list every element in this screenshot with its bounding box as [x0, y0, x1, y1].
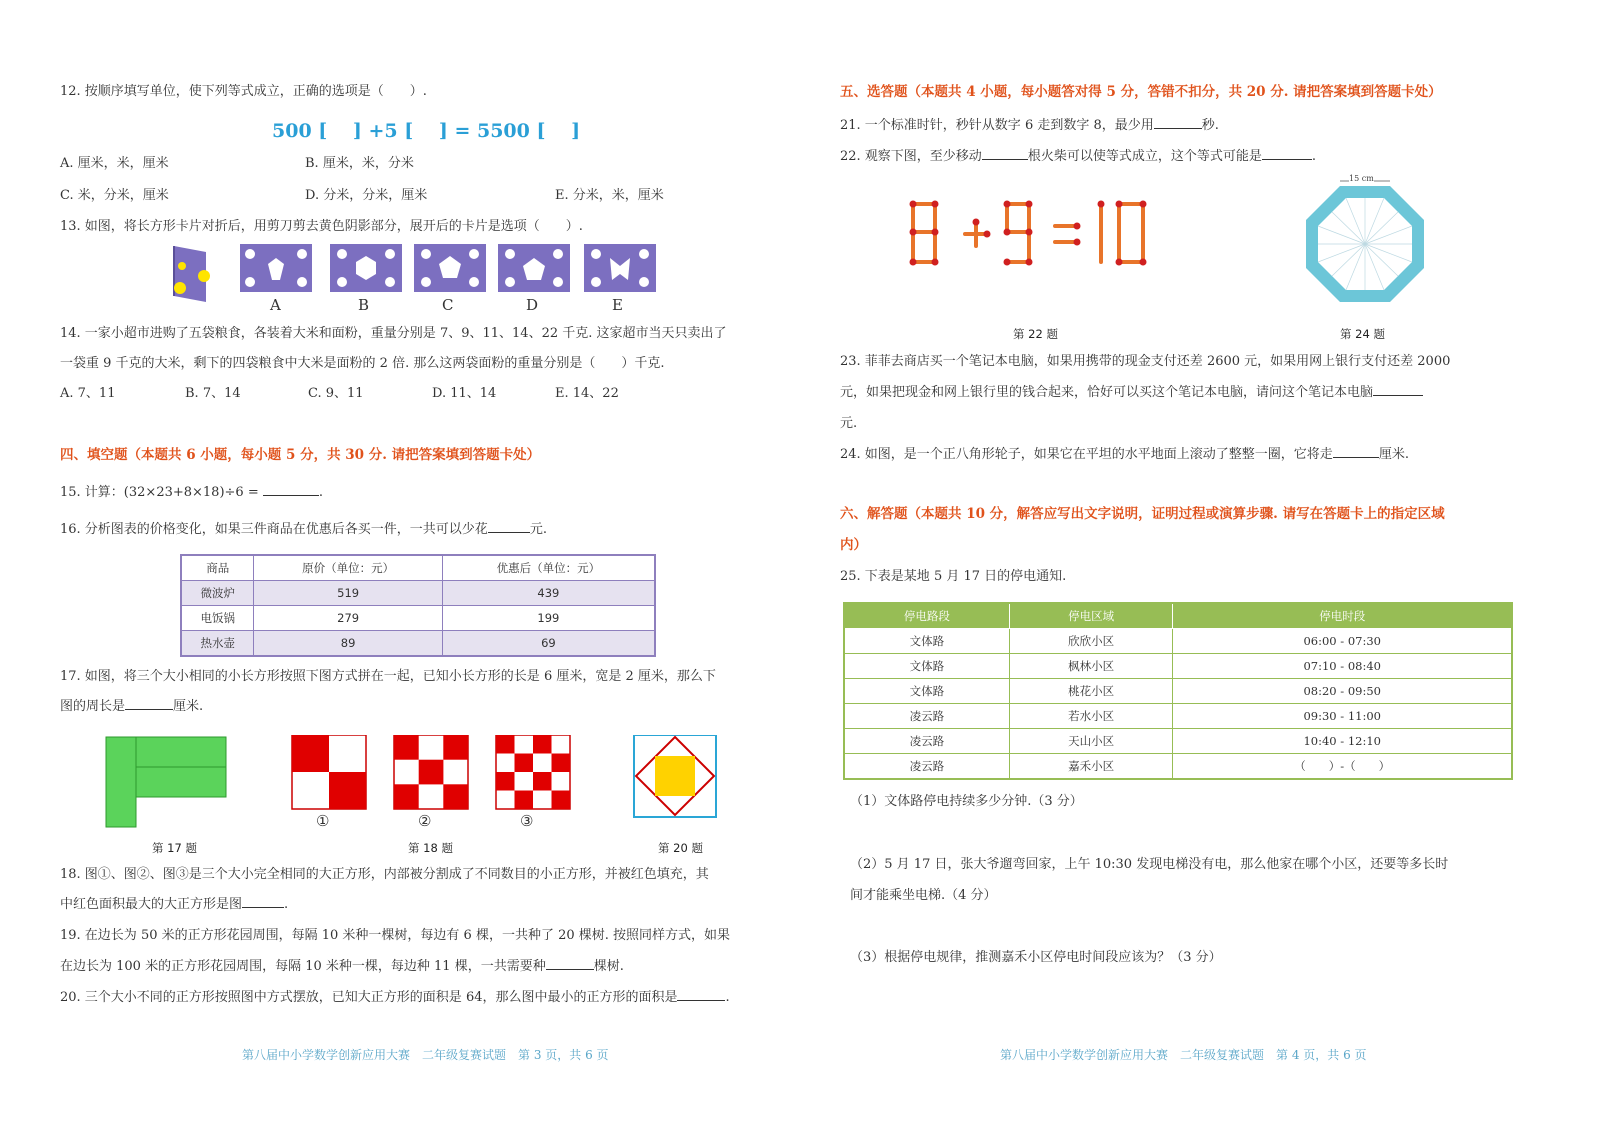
- q14-line2: 一袋重 9 千克的大米，剩下的四袋粮食中大米是面粉的 2 倍. 那么这两袋面粉的重量分别是（ ）千克.: [60, 356, 665, 371]
- table-cell: （ ）-（ ）: [1173, 754, 1512, 780]
- caption-24: 第 24 题: [1340, 327, 1385, 341]
- q20-text: 20. 三个大小不同的正方形按照图中方式摆放，已知大正方形的面积是 64，那么图中最小的正方形的面积是: [60, 990, 678, 1005]
- q18-end: .: [284, 897, 289, 912]
- table-row: [181, 581, 655, 606]
- q14-option-d: D. 11、14: [432, 386, 497, 401]
- q18-line2: [60, 893, 288, 912]
- q20-blank[interactable]: [677, 1000, 725, 1001]
- table-cell: 09:30 - 11:00: [1173, 704, 1512, 729]
- card-a: [240, 244, 312, 292]
- table-row: [844, 679, 1512, 704]
- caption-17: 第 17 题: [152, 841, 197, 855]
- section-5-heading: 五、选答题（本题共 4 小题，每小题答对得 5 分，答错不扣分，共 20 分. 请把答案填到答题卡处）: [840, 84, 1442, 100]
- table-row: [844, 654, 1512, 679]
- q18-blank[interactable]: [242, 907, 284, 908]
- caption-20: 第 20 题: [658, 841, 703, 855]
- card-e: [584, 244, 656, 292]
- table-cell: 07:10 - 08:40: [1173, 654, 1512, 679]
- q21-blank[interactable]: [1154, 128, 1202, 129]
- q23-blank[interactable]: [1373, 395, 1423, 396]
- q14-option-e: E. 14、22: [555, 386, 619, 401]
- q12-option-a: A. 厘米，米，厘米: [60, 156, 169, 171]
- footer-page-3: 第八届中小学数学创新应用大赛 二年级复赛试题 第 3 页，共 6 页: [242, 1048, 609, 1062]
- card-label-e: E: [612, 296, 623, 314]
- card-label-a: A: [270, 296, 281, 314]
- table-cell: 08:20 - 09:50: [1173, 679, 1512, 704]
- q17-line1: 17. 如图，将三个大小相同的小长方形按照下图方式拼在一起，已知小长方形的长是 6 厘米，宽是 2 厘米，那么下: [60, 669, 716, 684]
- caption-18: 第 18 题: [408, 841, 453, 855]
- fig18-label-3: ③: [520, 812, 534, 830]
- card-label-b: B: [358, 296, 370, 314]
- fig18-label-1: ①: [316, 812, 330, 830]
- section-6-heading: 六、解答题（本题共 10 分，解答应写出文字说明，证明过程或演算步骤. 请写在答题卡上的指定区域: [840, 506, 1445, 522]
- table-cell: 06:00 - 07:30: [1173, 629, 1512, 654]
- table-cell: 519: [254, 581, 442, 606]
- q22-text: 22. 观察下图，至少移动: [840, 149, 982, 164]
- q21-end: 秒.: [1201, 118, 1219, 133]
- q24-end: 厘米.: [1378, 447, 1409, 462]
- q19-line1: 19. 在边长为 50 米的正方形花园周围，每隔 10 米种一棵树，每边有 6 棵，一共种了 20 棵树. 按照同样方式，如果: [60, 928, 731, 943]
- q22: [840, 145, 1316, 164]
- table-header: 商品: [181, 555, 254, 581]
- q24-text: 24. 如图，是一个正八角形轮子，如果它在平坦的水平地面上滚动了整整一圈，它将走: [840, 447, 1333, 462]
- q20-end: .: [725, 990, 730, 1005]
- q19-blank[interactable]: [546, 969, 594, 970]
- q21-text: 21. 一个标准时针，秒针从数字 6 走到数字 8，最少用: [840, 118, 1154, 133]
- q13-cards-figure: [170, 244, 670, 314]
- q12-equation: 500 [ ] +5 [ ] = 5500 [ ]: [272, 120, 581, 142]
- q14-line1: 14. 一家小超市进购了五袋粮食，各装着大米和面粉，重量分别是 7、9、11、14、22 千克. 这家超市当天只卖出了: [60, 326, 727, 341]
- table-cell: 若水小区: [1009, 704, 1173, 729]
- power-outage-table: [843, 602, 1513, 780]
- card-c: [414, 244, 486, 292]
- q23-line1: 23. 菲菲去商店买一个笔记本电脑，如果用携带的现金支付还差 2600 元，如果用网上银行支付还差 2000: [840, 354, 1451, 369]
- table-cell: 嘉禾小区: [1009, 754, 1173, 780]
- table-header-row: [844, 603, 1512, 629]
- q18-text: 中红色面积最大的大正方形是图: [60, 897, 243, 912]
- q22-blank-1[interactable]: [982, 159, 1028, 160]
- q17-blank[interactable]: [125, 709, 173, 710]
- table-header: 停电区域: [1009, 603, 1173, 629]
- fig18-1: [292, 735, 366, 809]
- table-row: [844, 754, 1512, 780]
- card-label-c: C: [442, 296, 454, 314]
- table-cell: 89: [254, 631, 442, 657]
- q25-part2-line2: 间才能乘坐电梯.（4 分）: [850, 888, 997, 903]
- octagon-side-label: 15 cm: [1349, 174, 1374, 183]
- card-d: [498, 244, 570, 292]
- q21: [840, 114, 1219, 133]
- q25-part3: （3）根据停电规律，推测嘉禾小区停电时间段应该为？（3 分）: [850, 950, 1222, 965]
- price-table: [180, 554, 656, 657]
- q16-text: 16. 分析图表的价格变化，如果三件商品在优惠后各买一件，一共可以少花: [60, 522, 488, 537]
- table-row: [181, 606, 655, 631]
- table-cell: 电饭锅: [181, 606, 254, 631]
- q12-option-d: D. 分米，分米，厘米: [305, 188, 428, 203]
- section-6-heading-cont: 内）: [840, 537, 867, 553]
- card-label-d: D: [526, 296, 539, 314]
- q16-blank[interactable]: [488, 532, 530, 533]
- q17-shape: [106, 737, 226, 827]
- fig18-2: [394, 735, 468, 809]
- q14-option-a: A. 7、11: [60, 386, 116, 401]
- fig18-label-2: ②: [418, 812, 432, 830]
- q17-end: 厘米.: [173, 699, 204, 714]
- q23-line2: [840, 381, 1423, 400]
- q23-line3: 元.: [840, 416, 858, 431]
- table-cell: 凌云路: [844, 754, 1009, 780]
- q12-option-e: E. 分米，米，厘米: [555, 188, 664, 203]
- table-header: 停电时段: [1173, 603, 1512, 629]
- section-4-heading: 四、填空题（本题共 6 小题，每小题 5 分，共 30 分. 请把答案填到答题卡处）: [60, 447, 541, 463]
- footer-page-4: 第八届中小学数学创新应用大赛 二年级复赛试题 第 4 页，共 6 页: [1000, 1048, 1367, 1062]
- table-row: [844, 729, 1512, 754]
- q22-end: .: [1311, 149, 1316, 164]
- card-b: [330, 244, 402, 292]
- q19-line2: [60, 955, 624, 974]
- caption-22: 第 22 题: [1013, 327, 1058, 341]
- table-cell: 10:40 - 12:10: [1173, 729, 1512, 754]
- q25-part1: （1）文体路停电持续多少分钟.（3 分）: [850, 794, 1083, 809]
- table-cell: 天山小区: [1009, 729, 1173, 754]
- matchstick-equation: [905, 196, 1165, 278]
- octagon-wheel: [1300, 176, 1430, 306]
- q22-blank-2[interactable]: [1262, 159, 1312, 160]
- table-header: 原价（单位：元）: [254, 555, 442, 581]
- q17-text: 图的周长是: [60, 699, 126, 714]
- q24-blank[interactable]: [1333, 457, 1379, 458]
- table-header: 停电路段: [844, 603, 1009, 629]
- table-header: 优惠后（单位：元）: [442, 555, 655, 581]
- q15-end: .: [318, 485, 323, 500]
- table-cell: 枫林小区: [1009, 654, 1173, 679]
- q14-option-b: B. 7、14: [185, 386, 241, 401]
- q19-text: 在边长为 100 米的正方形花园周围，每隔 10 米种一棵，每边种 11 棵，一共需要种: [60, 959, 546, 974]
- table-cell: 文体路: [844, 629, 1009, 654]
- table-row: [181, 631, 655, 657]
- figures-row: [100, 735, 740, 855]
- fig18-3: [496, 735, 570, 809]
- table-cell: 69: [442, 631, 655, 657]
- q12-text: 12. 按顺序填写单位，使下列等式成立，正确的选项是（ ）.: [60, 84, 427, 99]
- q23-text: 元，如果把现金和网上银行里的钱合起来，恰好可以买这个笔记本电脑，请问这个笔记本电脑: [840, 385, 1374, 400]
- q22-text-b: 根火柴可以使等式成立，这个等式可能是: [1027, 149, 1262, 164]
- table-cell: 文体路: [844, 654, 1009, 679]
- table-cell: 凌云路: [844, 729, 1009, 754]
- q15-blank[interactable]: [263, 495, 319, 496]
- table-cell: 热水壶: [181, 631, 254, 657]
- table-row: [844, 704, 1512, 729]
- table-cell: 桃花小区: [1009, 679, 1173, 704]
- q24: [840, 443, 1409, 462]
- q13-text: 13. 如图，将长方形卡片对折后，用剪刀剪去黄色阴影部分，展开后的卡片是选项（ ）.: [60, 219, 583, 234]
- table-cell: 199: [442, 606, 655, 631]
- table-cell: 文体路: [844, 679, 1009, 704]
- q19-end: 棵树.: [593, 959, 624, 974]
- q12-option-c: C. 米，分米，厘米: [60, 188, 169, 203]
- table-cell: 凌云路: [844, 704, 1009, 729]
- table-cell: 279: [254, 606, 442, 631]
- q25-part2-line1: （2）5 月 17 日，张大爷遛弯回家，上午 10:30 发现电梯没有电，那么他家在哪个小区，还要等多长时: [850, 857, 1449, 872]
- q15-text: 15. 计算：(32×23+8×18)÷6 =: [60, 485, 259, 500]
- q18-line1: 18. 图①、图②、图③是三个大小完全相同的大正方形，内部被分割成了不同数目的小正方形，并被红色填充，其: [60, 867, 709, 882]
- q14-option-c: C. 9、11: [308, 386, 364, 401]
- q25-text: 25. 下表是某地 5 月 17 日的停电通知.: [840, 569, 1067, 584]
- q16-end: 元.: [529, 522, 547, 537]
- fig20-squares: [634, 735, 716, 817]
- table-header-row: [181, 555, 655, 581]
- table-cell: 439: [442, 581, 655, 606]
- folded-card: [174, 246, 210, 302]
- q12-option-b: B. 厘米，米，分米: [305, 156, 414, 171]
- q16: [60, 518, 547, 537]
- table-cell: 微波炉: [181, 581, 254, 606]
- q20: [60, 986, 730, 1005]
- q17-line2: [60, 695, 203, 714]
- table-cell: 欣欣小区: [1009, 629, 1173, 654]
- table-row: [844, 629, 1512, 654]
- q15: [60, 481, 323, 500]
